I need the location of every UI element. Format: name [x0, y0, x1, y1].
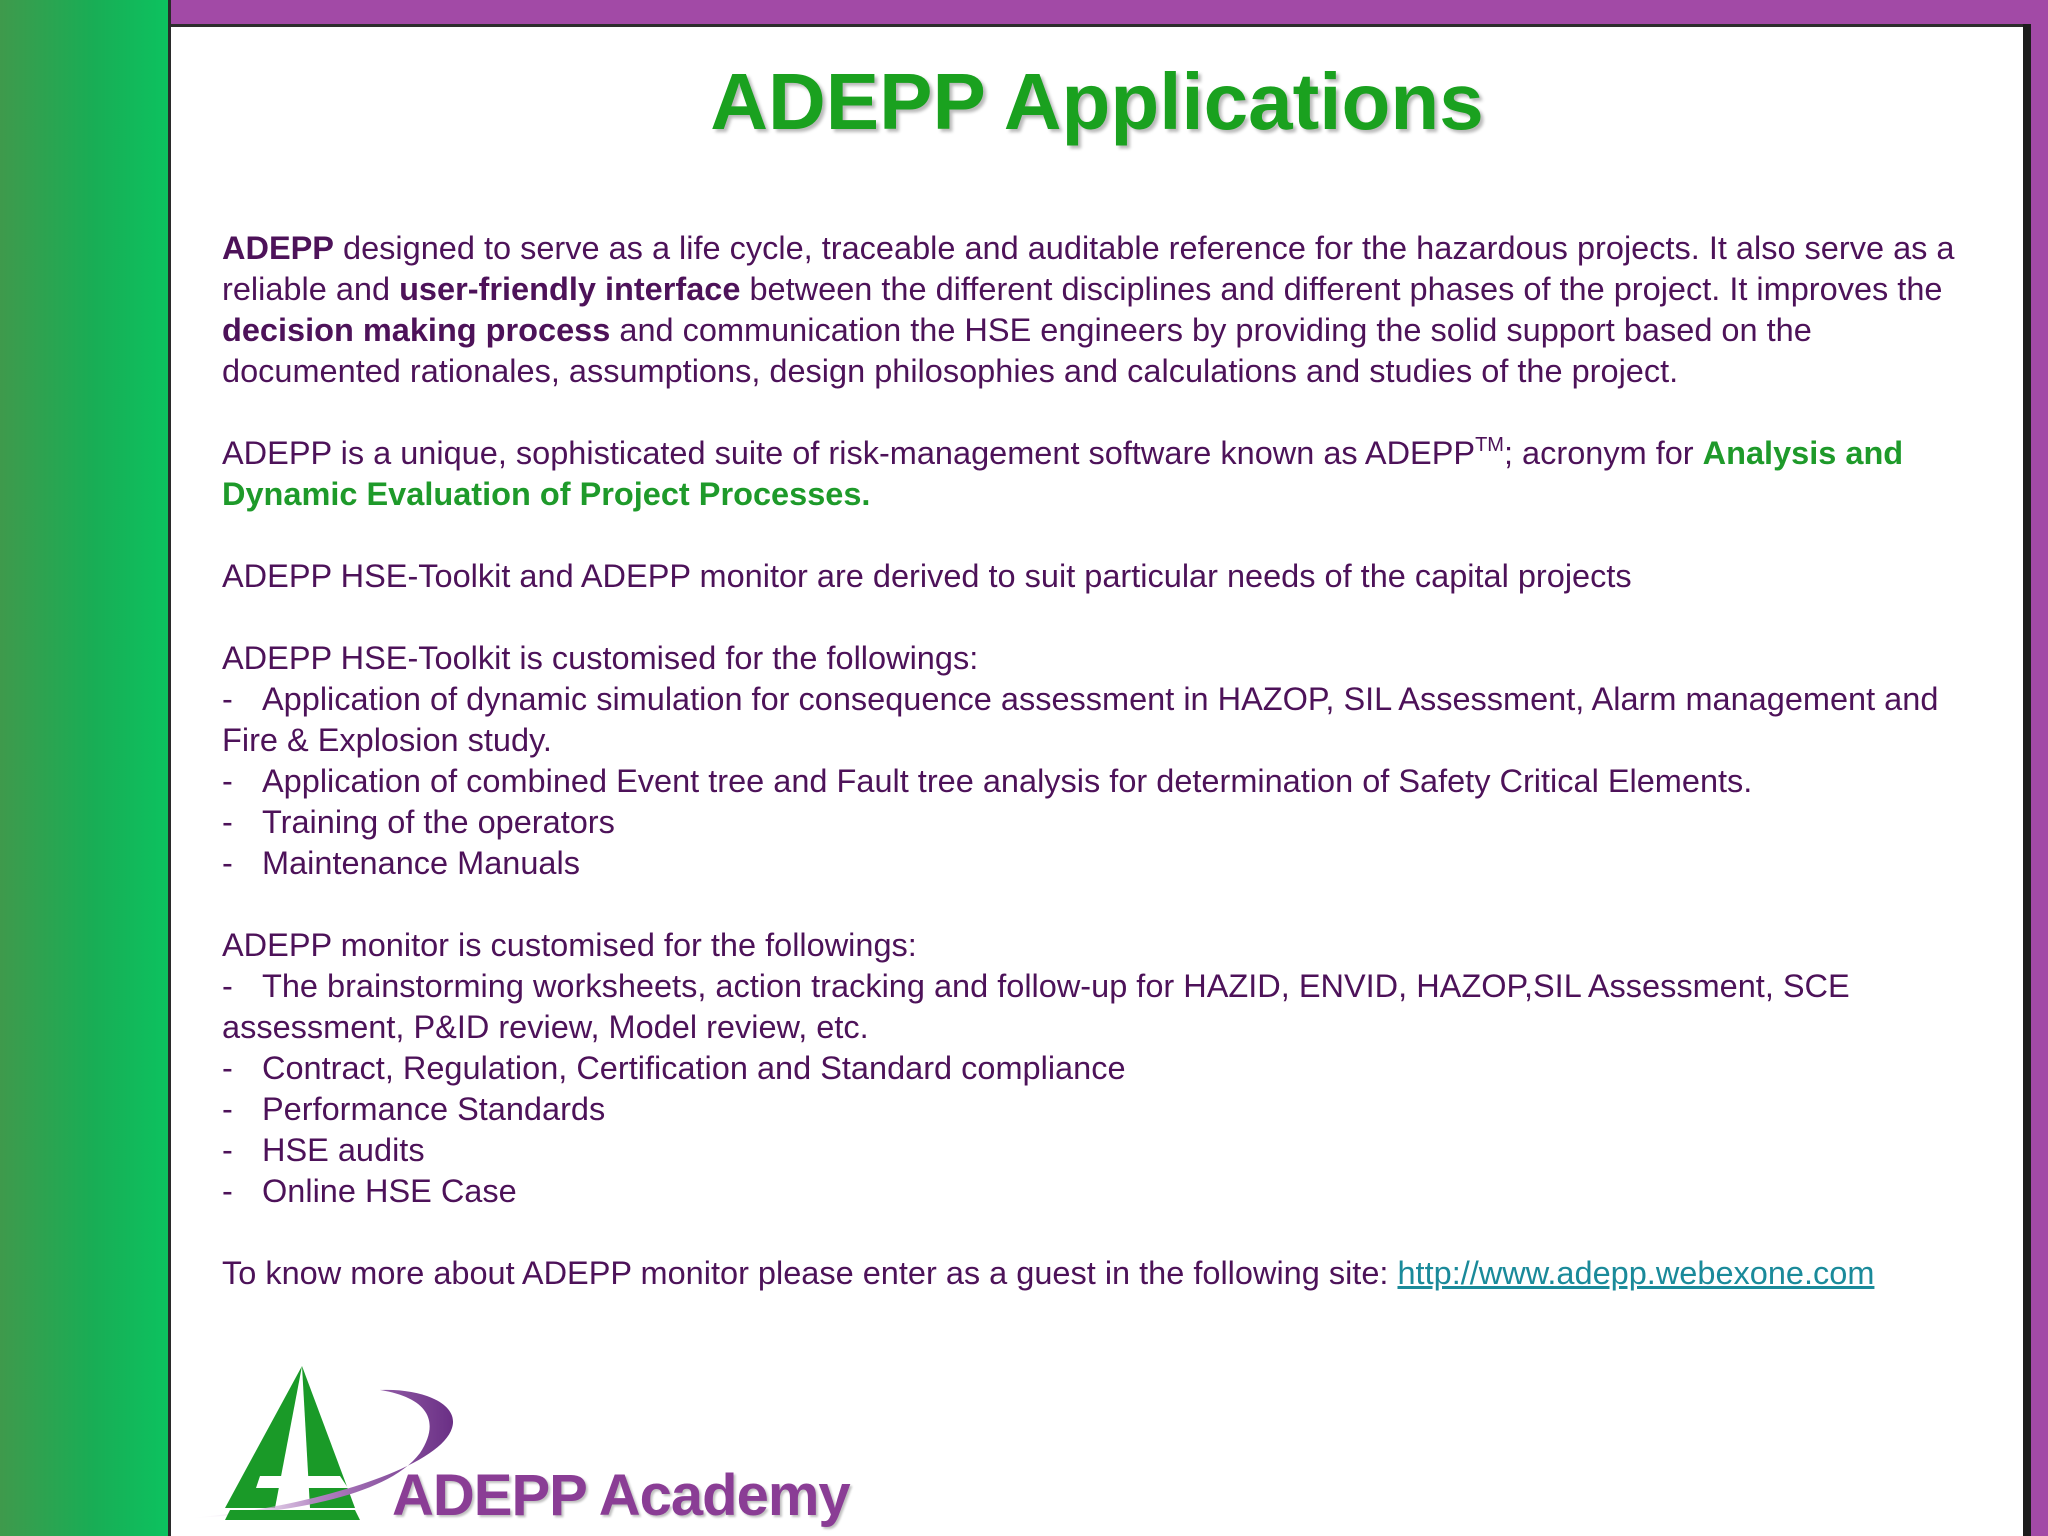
derived-paragraph: ADEPP HSE-Toolkit and ADEPP monitor are derived to suit particular needs of the capital projects — [222, 558, 1632, 594]
intro-text-2: between the different disciplines and different phases of the project. It improves the — [740, 271, 1943, 307]
toolkit-heading: ADEPP HSE-Toolkit is customised for the followings: — [222, 640, 979, 676]
slide-body — [222, 228, 1972, 1294]
left-divider — [168, 0, 171, 1536]
intro-bold-decision: decision making process — [222, 312, 611, 348]
footer-text: To know more about ADEPP monitor please enter as a guest in the following site: — [222, 1255, 1398, 1291]
list-item-text: Application of dynamic simulation for consequence assessment in HAZOP, SIL Assessment, Alarm management and Fire & Explosion study. — [222, 681, 1939, 758]
page-title: ADEPP Applications — [710, 57, 1484, 146]
list-item-text: HSE audits — [262, 1132, 425, 1168]
acronym-expansion: Analysis and Dynamic Evaluation of Project Processes. — [222, 435, 1904, 512]
intro-text-1: designed to serve as a life cycle, traceable and auditable reference for the hazardous projects. It also serve as a reliable and — [222, 230, 1955, 307]
list-item-text: Maintenance Manuals — [262, 845, 580, 881]
intro-bold-user-friendly: user-friendly interface — [399, 271, 741, 307]
suite-paragraph — [222, 433, 1972, 515]
left-green-bar — [0, 0, 168, 1536]
trademark-mark: TM — [1475, 434, 1504, 456]
list-item: - The brainstorming worksheets, action tracking and follow-up for HAZID, ENVID, HAZOP,SIL Assessment, SCE assessment, P&ID review, Model review, etc. — [222, 968, 1850, 1045]
intro-bold-adepp: ADEPP — [222, 230, 334, 266]
list-item-text: Application of combined Event tree and Fault tree analysis for determination of Safety Critical Elements. — [262, 763, 1753, 799]
list-item: - Online HSE Case — [222, 1173, 517, 1209]
right-purple-bar — [2023, 24, 2048, 1536]
intro-paragraph — [222, 228, 1972, 392]
monitor-heading: ADEPP monitor is customised for the followings: — [222, 927, 917, 963]
list-item-text: Performance Standards — [262, 1091, 606, 1127]
list-item-text: The brainstorming worksheets, action tracking and follow-up for HAZID, ENVID, HAZOP,SIL Assessment, SCE assessment, P&ID review, Model review, etc. — [222, 968, 1850, 1045]
list-item: - Training of the operators — [222, 804, 615, 840]
footer-paragraph — [222, 1253, 1972, 1294]
list-item: - Application of dynamic simulation for consequence assessment in HAZOP, SIL Assessment, Alarm management and Fire & Explosion study. — [222, 681, 1939, 758]
list-item-text: Contract, Regulation, Certification and Standard compliance — [262, 1050, 1126, 1086]
intro-text-3: and communication the HSE engineers by providing the solid support based on the documented rationales, assumptions, design philosophies and calculations and studies of the project. — [222, 312, 1812, 389]
list-item-text: Online HSE Case — [262, 1173, 517, 1209]
list-item: - Contract, Regulation, Certification and Standard compliance — [222, 1050, 1126, 1086]
suite-text-2: ; acronym for — [1503, 435, 1703, 471]
website-link[interactable]: http://www.adepp.webexone.com — [1397, 1255, 1875, 1291]
list-item: - HSE audits — [222, 1132, 425, 1168]
list-item: - Application of combined Event tree and Fault tree analysis for determination of Safety Critical Elements. — [222, 763, 1753, 799]
suite-text: ADEPP is a unique, sophisticated suite of risk-management software known as ADEPP — [222, 435, 1476, 471]
list-item: - Maintenance Manuals — [222, 845, 580, 881]
top-purple-bar — [171, 0, 2048, 27]
logo-brand-text: ADEPP Academy — [392, 1463, 850, 1528]
list-item-text: Training of the operators — [262, 804, 615, 840]
list-item: - Performance Standards — [222, 1091, 606, 1127]
